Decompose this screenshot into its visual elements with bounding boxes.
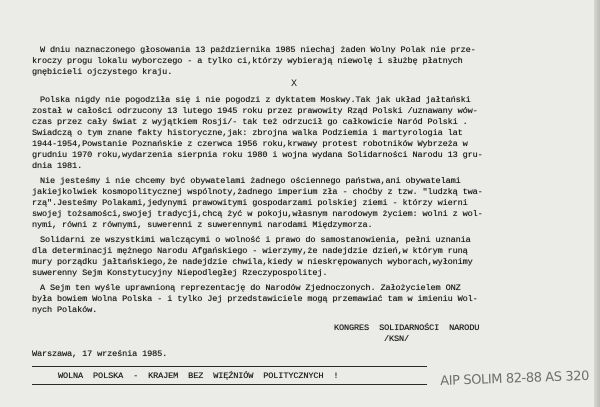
body-line: nych Polaków. [32,305,98,315]
body-line: czas przez cały świat z wyjątkiem Rosji/- tak też odrzucił go całkowicie Naród Polski . [32,117,468,127]
body-line: Nie jesteśmy i nie chcemy być obywatelami żadnego ościennego państwa,ani obywatelami [40,176,461,186]
slogan-top-rule [32,366,427,367]
body-line: dla determinacji mężnego Narodu Afgańskiego - wierzymy,że nadejdzie dzień,w którym runą [32,246,468,256]
archive-stamp: AIP SOLIM 82-88 AS 320 [440,368,590,389]
scan-edge [594,0,600,407]
intro-line: W dniu naznaczonego głosowania 13 października 1985 niechaj żaden Wolny Polak nie prze- [40,45,476,55]
slogan-bottom-rule [32,384,427,385]
body-line: został w całości odrzucony 13 lutego 1945 roku przez prawowity Rząd Polski /uznawany wów- [32,106,478,116]
intro-line: gnębicieli ojczystego kraju. [32,67,173,77]
separator-mark: X [291,79,298,90]
body-line: Solidarni ze wszystkimi walczącymi o wolność i prawo do samostanowienia, pełni uznania [40,235,471,245]
place-date: Warszawa, 17 września 1985. [32,349,168,359]
body-line: jakiejkolwiek kosmopolitycznej wspólnoty,żadnego imperium zła - choćby z tzw. "ludzką twa- [32,187,483,197]
body-line: swojej tożsamości,swojej tradycji,chcą żyć w pokoju,własnym narodowym życiem: wolni z wol- [32,209,483,219]
body-line: suwerenny Sejm Konstytucyjny Niepodległej Rzeczypospolitej. [32,268,328,278]
body-line: Swiadczą o tym znane fakty historyczne,jak: zbrojna walka Podziemia i martyrologia lat [32,128,463,138]
body-line: Polska nigdy nie pogodziła się i nie pogodzi z dyktatem Moskwy.Tak jak układ jałtański [40,95,471,105]
signature-abbreviation: /KSN/ [384,334,410,344]
body-line: mury porządku jałtańskiego,że nadejdzie chwila,kiedy w nieskrępowanych wyborach,wyłonimy [32,257,473,267]
intro-line: kroczy progu lokalu wyborczego - a tylko ci,którzy wybierają niewolę i służbę płatnych [32,56,463,66]
body-line: A Sejm ten wyśle uprawnioną reprezentację do Narodów Zjednoczonych. Założycielem ONZ [40,283,461,293]
body-line: 1944-1954,Powstanie Poznańskie z czerwca 1956 roku,krwawy protest robotników Wybrzeża w [32,139,468,149]
body-line: dnia 1981. [32,161,83,171]
body-line: nymi, równi z równymi, suwerenni z suwerennymi narodami Międzymorza. [32,220,373,230]
body-line: rzą".Jesteśmy Polakami,jedynymi prawowitymi gospodarzami polskiej ziemi - którzy wierni [32,198,468,208]
body-line: była bowiem Wolna Polska - i tylko Jej przedstawiciele mogą przemawiać tam w imieniu Wol- [32,294,478,304]
body-line: grudniu 1970 roku,wydarzenia sierpnia roku 1980 i wojna wydana Solidarności Narodu 13 gru- [32,150,483,160]
slogan: WOLNA POLSKA - KRAJEM BEZ WIĘŹNIÓW POLITYCZNYCH ! [58,371,339,381]
signature-organization: KONGRES SOLIDARNOŚCI NARODU [334,323,480,333]
